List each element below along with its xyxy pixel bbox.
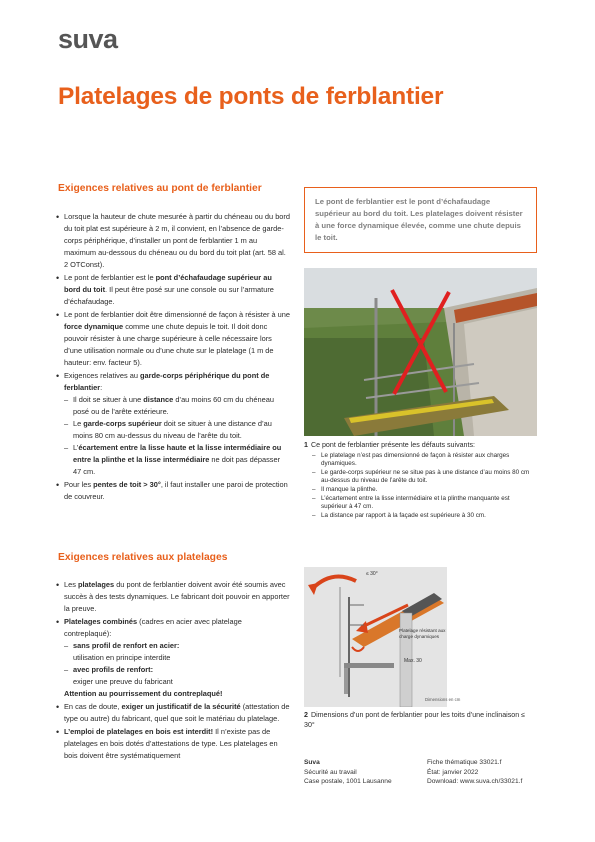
footer-download-link[interactable]: Download: www.suva.ch/33021.f — [427, 778, 523, 786]
sub-list-item: – Le garde-corps supérieur doit se situer à une distance d’au moins 80 cm au-dessus du niveau de l’arête du toit. — [64, 418, 290, 442]
warning-text: Attention au pourrissement du contreplaqué! — [64, 689, 223, 698]
list-item: – La distance par rapport à la façade est supérieure à 30 cm. — [312, 512, 537, 521]
list-item: • Le pont de ferblantier doit être dimensionné de façon à résister à une force dynamique comme une chute depuis le toit. Il doit donc pouvoir résister à une charge supérieure à celle nécessaire lors d’une utilisation normale ou d’une chute sur le platelage (1 m de hauteur: env. facteur 5). — [58, 309, 290, 369]
section-pont — [58, 183, 290, 504]
callout-box: Le pont de ferblantier est le pont d’échafaudage supérieur au bord du toit. Les platelages doivent résister à une force dynamique élevée, comme une chute depuis le toit. — [304, 187, 537, 253]
angle-label: ≤ 30° — [366, 571, 378, 577]
sub-list-item: – Il doit se situer à une distance d’au moins 60 cm du chéneau posé ou de l’arête extérieure. — [64, 394, 290, 418]
diagram-note: Platelage résistant aux charge dynamiques — [399, 628, 446, 639]
footer-state: État: janvier 2022 — [427, 768, 479, 776]
footer-org: Suva — [304, 759, 320, 766]
sub-list-item: – L’écartement entre la lisse haute et la lisse intermédiaire ou entre la plinthe et la lisse intermédiaire ne doit pas dépasser 47 cm. — [64, 442, 290, 478]
section-heading-pont: Exigences relatives au pont de ferblantier — [58, 183, 262, 194]
list-item: • Les platelages du pont de ferblantier doivent avoir été soumis avec succès à des tests dynamiques. Le fabricant doit pouvoir en apporter la preuve. — [58, 579, 290, 615]
list-item: • En cas de doute, exiger un justificatif de la sécurité (attestation de type ou autre) du fabricant, quel que soit le matériau du platelage. — [58, 701, 290, 725]
footer-ref: Fiche thématique 33021.f — [427, 759, 502, 766]
figure-caption-2: 2 Dimensions d’un pont de ferblantier pour les toits d’une inclinaison ≤ 30° — [304, 711, 526, 729]
bullet-list-platelages — [58, 579, 290, 762]
list-item: • Exigences relatives au garde-corps périphérique du pont de ferblantier: – Il doit se situer à une distance d’au moins 60 cm du chéneau posé ou de l’arête extérieure. – Le garde-corps supérieur doit se situer à une distance d’au moins 80 cm au-dessus du niveau de l’arête du toit. – L’écartement entre la lisse haute et la lisse intermédiaire ou entre la plinthe et la lisse intermédiaire ne doit pas dépasser 47 cm. — [58, 370, 290, 478]
list-item: • Pour les pentes de toit > 30°, il faut installer une paroi de protection de couvreur. — [58, 479, 290, 503]
page-title: Platelages de ponts de ferblantier — [58, 83, 444, 110]
list-item: • Platelages combinés (cadres en acier avec platelage contreplaqué): – sans profil de renfort en acier: utilisation en principe interdite – avec profils de renfort: exiger une preuve du fabricant Attention au pourrissement du contreplaqué! — [58, 616, 290, 700]
bullet-list-pont — [58, 211, 290, 503]
list-item: – Il manque la plinthe. — [312, 486, 537, 495]
sub-list-item: – sans profil de renfort en acier: utilisation en principe interdite — [64, 640, 290, 664]
list-item: • Le pont de ferblantier est le pont d’échafaudage supérieur au bord du toit. Il peut être posé sur une console ou sur l’armature d’échafaudage. — [58, 272, 290, 308]
list-item: • Lorsque la hauteur de chute mesurée à partir du chéneau ou du bord du toit plat est supérieure à 2 m, il convient, en l’absence de garde-corps périphérique, d’installer un pont de ferblantier 1 m au maximum au-dessous du chéneau ou du bord du toit plat (art. 58 al. 2 OTConst). — [58, 211, 290, 271]
footer-line: Case postale, 1001 Lausanne — [304, 778, 392, 786]
sub-list-item: – avec profils de renfort: exiger une preuve du fabricant — [64, 664, 290, 688]
figure-caption-1: 1 Ce pont de ferblantier présente les défauts suivants: – Le platelage n’est pas dimensionné de façon à résister aux charges dynamiques. – Le garde-corps supérieur ne se situe pas à une distance d’au moins 80 cm au-dessus du niveau de l’arête du toit. – Il manque la plinthe. – L’écartement entre la lisse intermédiaire et la plinthe manquante est supérieur à 47 cm. – La distance par rapport à la façade est supérieure à 30 cm. — [304, 441, 537, 520]
diagram-units: Dimensions en cm — [425, 697, 461, 702]
suva-logo: suva — [58, 24, 118, 54]
section-platelages — [58, 579, 290, 763]
diagram-max-label: Max. 30 — [404, 658, 422, 664]
footer-address — [304, 758, 392, 787]
footer-line: Sécurité au travail — [304, 768, 357, 776]
list-item: • L’emploi de platelages en bois est interdit! Il n’existe pas de platelages en bois dotés d’attestations de type. Les platelages en bois doivent être systématiquement — [58, 726, 290, 762]
list-item: – Le platelage n’est pas dimensionné de façon à résister aux charges dynamiques. — [312, 452, 537, 469]
list-item: – L’écartement entre la lisse intermédiaire et la plinthe manquante est supérieur à 47 cm. — [312, 495, 537, 512]
scaffold-photo — [304, 268, 537, 436]
footer-meta — [427, 758, 522, 787]
caption-defect-list — [304, 452, 537, 521]
section-heading-platelages: Exigences relatives aux platelages — [58, 552, 228, 563]
list-item: – Le garde-corps supérieur ne se situe pas à une distance d’au moins 80 cm au-dessus du niveau de l’arête du toit. — [312, 469, 537, 486]
